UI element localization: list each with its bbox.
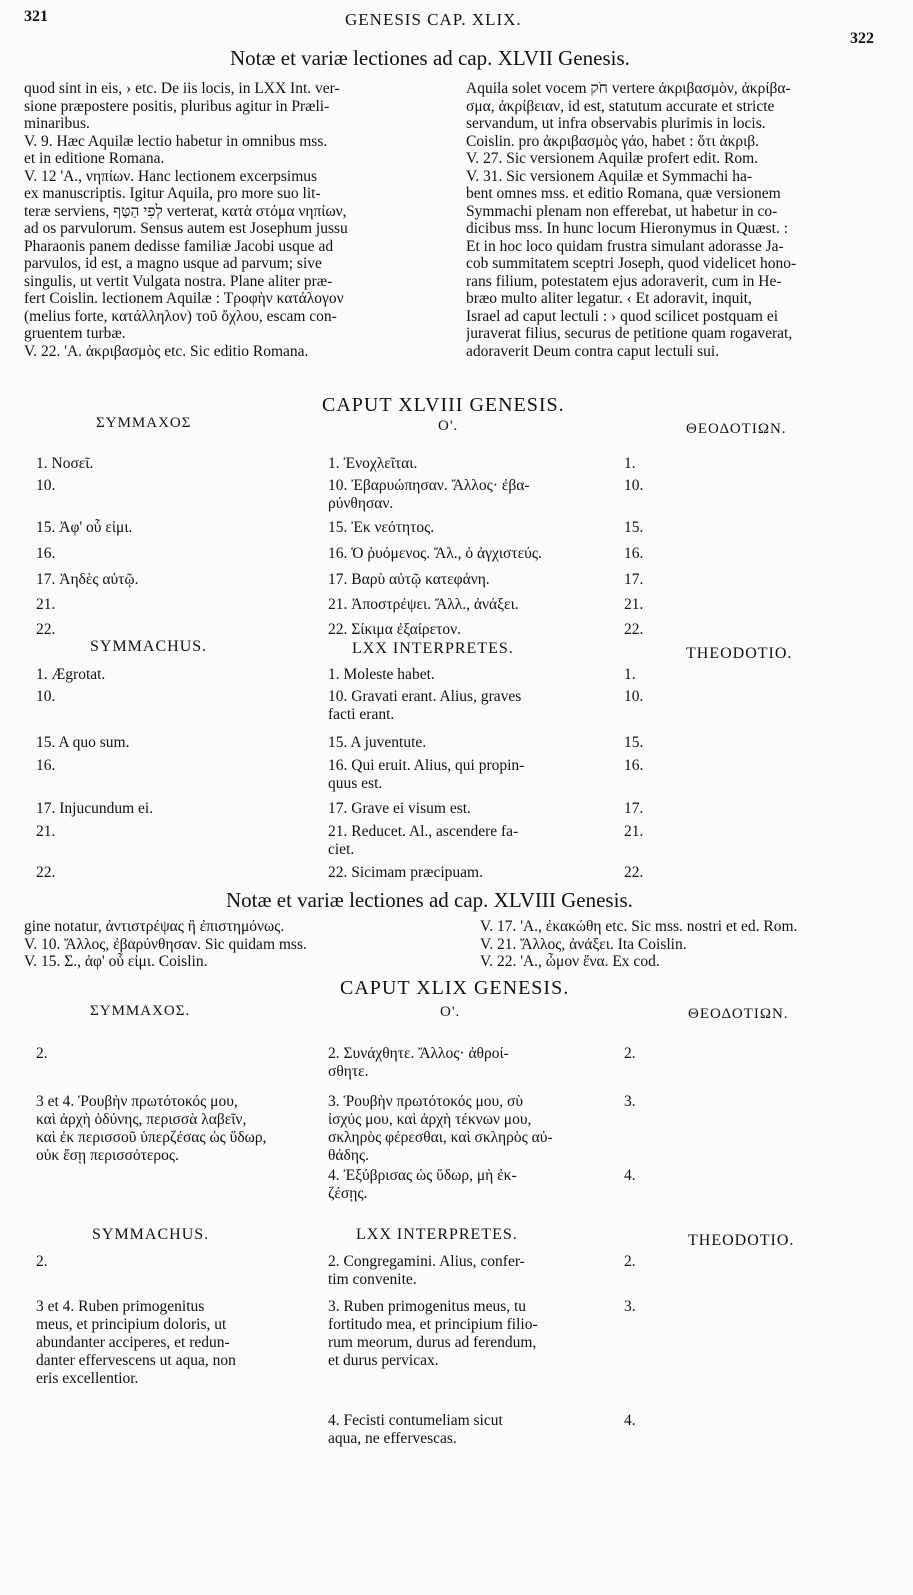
note-line: juraverat filius, securus de petitione quam rogaverat,	[466, 325, 793, 342]
caput-49-lxx-head-latin: LXX INTERPRETES.	[356, 1226, 518, 1243]
note-line: dicibus mss. In hunc locum Hieronymus in Quæst. :	[466, 220, 789, 237]
theodotion-cell: 21.	[624, 823, 644, 840]
note-line: teræ serviens, לְפִי הַטַּף verterat, κατὰ στόμα νηπίων,	[24, 202, 347, 220]
caput-49-symmachus-head-greek: ΣΥΜΜΑΧΟΣ.	[90, 1003, 191, 1019]
symmachus-cell: 3 et 4. Ῥουβὴν πρωτότοκός μου, καὶ ἀρχὴ ὀδύνης, περισσὰ λαβεῖν, καὶ ἐκ περισσοῦ ὑπερζέσας ὡς ὕδωρ, οὐκ ἔσῃ περισσότερος.	[36, 1093, 267, 1164]
symmachus-cell: 22.	[36, 621, 56, 638]
caput-48-lxx-head-greek: Ο'.	[438, 418, 459, 434]
note-line: V. 10. Ἄλλος, ἐβαρύνθησαν. Sic quidam mss.	[24, 935, 307, 953]
caput-48-symmachus-head-latin: SYMMACHUS.	[90, 638, 208, 655]
caput-49-lxx-head-greek: Ο'.	[440, 1004, 461, 1020]
note-line: V. 27. Sic versionem Aquilæ profert edit. Rom.	[466, 150, 759, 167]
lxx-cell: 10. Ἐβαρυώπησαν. Ἄλλος· ἐβα- ρύνθησαν.	[328, 477, 530, 512]
lxx-cell: 16. Ὁ ῥυόμενος. Ἄλ., ὁ ἀγχιστεύς.	[328, 545, 542, 562]
symmachus-cell: 16.	[36, 545, 56, 562]
page-number-left: 321	[24, 8, 48, 25]
theodotion-cell: 2.	[624, 1253, 636, 1270]
note-line: V. 31. Sic versionem Aquilæ et Symmachi ha-	[466, 167, 753, 185]
note-line: V. 9. Hæc Aquilæ lectio habetur in omnibus mss.	[24, 132, 328, 150]
theodotion-cell: 21.	[624, 596, 644, 613]
theodotion-cell: 22.	[624, 621, 644, 638]
theodotion-cell: 10.	[624, 688, 644, 705]
theodotion-cell: 10.	[624, 477, 644, 494]
note-line: et in editione Romana.	[24, 150, 165, 167]
note-line: Et in hoc loco quidam frustra simulant adorasse Ja-	[466, 237, 784, 255]
lxx-cell: 22. Σίκιμα ἐξαίρετον.	[328, 621, 461, 638]
note-line: servandum, ut infra observabis plurimis in locis.	[466, 115, 766, 132]
lxx-cell: 17. Βαρὺ αὐτῷ κατεφάνη.	[328, 571, 490, 588]
running-head: GENESIS CAP. XLIX.	[345, 10, 522, 29]
symmachus-cell: 17. Injucundum ei.	[36, 800, 154, 817]
lxx-cell: 15. A juventute.	[328, 734, 427, 751]
note-line: bræo multo aliter legatur. ‹ Et adoravit, inquit,	[466, 290, 752, 307]
caput-49-title: CAPUT XLIX GENESIS.	[340, 977, 570, 999]
theodotion-cell: 4.	[624, 1167, 636, 1184]
note-line: rans filium, potestatem ejus adoraverit, cum in He-	[466, 272, 782, 290]
caput-49-symmachus-head-latin: SYMMACHUS.	[92, 1226, 210, 1243]
lxx-cell: 17. Grave ei visum est.	[328, 800, 471, 817]
symmachus-cell: 15. Ἀφ' οὗ εἰμι.	[36, 519, 133, 536]
note-line: gruentem turbæ.	[24, 325, 126, 342]
notes-title-ch47: Notæ et variæ lectiones ad cap. XLVII Genesis.	[230, 46, 630, 70]
note-line: Coislin. pro ἀκριβασμὸς γάο, habet : ὅτι ἀκριβ.	[466, 132, 760, 150]
notes-ch48-right-column	[480, 918, 890, 971]
symmachus-cell: 21.	[36, 596, 56, 613]
lxx-cell: 3. Ῥουβὴν πρωτότοκός μου, σὺ ἰσχύς μου, καὶ ἀρχὴ τέκνων μου, σκληρὸς φέρεσθαι, καὶ σκληρὸς αὐ- θάδης.	[328, 1093, 553, 1164]
lxx-cell: 16. Qui eruit. Alius, qui propin- quus est.	[328, 757, 525, 792]
lxx-cell: 2. Congregamini. Alius, confer- tim convenite.	[328, 1253, 525, 1288]
theodotion-cell: 15.	[624, 734, 644, 751]
notes-title-ch48: Notæ et variæ lectiones ad cap. XLVIII Genesis.	[226, 888, 633, 912]
lxx-cell: 22. Sicimam præcipuam.	[328, 864, 483, 881]
note-line: Aquila solet vocem חֹק vertere ἀκριβασμὸν, ἀκρίβα-	[466, 80, 791, 97]
theodotion-cell: 17.	[624, 800, 644, 817]
lxx-cell: 15. Ἐκ νεότητος.	[328, 519, 435, 536]
theodotion-cell: 4.	[624, 1412, 636, 1429]
symmachus-cell: 10.	[36, 688, 56, 705]
caput-48-title: CAPUT XLVIII GENESIS.	[322, 394, 565, 416]
theodotion-cell: 1.	[624, 455, 636, 472]
notes-ch47-right-column	[466, 80, 886, 360]
caput-48-theodotion-head-greek: ΘΕΟΔΟΤΙΩΝ.	[686, 421, 787, 437]
symmachus-cell: 2.	[36, 1045, 48, 1062]
note-line: V. 17. 'A., ἐκακώθη etc. Sic mss. nostri et ed. Rom.	[480, 918, 798, 935]
note-line: gine notatur, ἀντιστρέψας ἢ ἐπιστημόνως.	[24, 918, 285, 935]
note-line: minaribus.	[24, 115, 90, 132]
lxx-cell: 21. Ἀποστρέψει. Ἄλλ., ἀνάξει.	[328, 596, 519, 613]
lxx-cell: 3. Ruben primogenitus meus, tu fortitudo mea, et principium filio- rum meorum, durus ad ferendum, et durus pervicax.	[328, 1298, 538, 1369]
note-line: sione præpostere positis, pluribus agitur in Præli-	[24, 97, 330, 115]
note-line: quod sint in eis, › etc. De iis locis, in LXX Int. ver-	[24, 80, 340, 97]
symmachus-cell: 1. Νοσεῖ.	[36, 455, 94, 472]
lxx-cell: 10. Gravati erant. Alius, graves facti erant.	[328, 688, 522, 723]
page-number-right: 322	[850, 30, 874, 47]
note-line: bent omnes mss. et editio Romana, quæ versionem	[466, 185, 781, 202]
note-line: parvulos, id est, a magno usque ad parvum; sive	[24, 255, 322, 272]
note-line: σμα, ἀκρίβειαν, id est, statutum accurate et stricte	[466, 97, 775, 115]
caput-48-theodotion-head-latin: THEODOTIO.	[686, 645, 793, 662]
symmachus-cell: 22.	[36, 864, 56, 881]
note-line: ad os parvulorum. Sensus autem est Josephum jussu	[24, 220, 348, 237]
note-line: adoraverit Deum contra caput lectuli sui.	[466, 342, 720, 360]
lxx-cell: 2. Συνάχθητε. Ἄλλος· ἀθροί- σθητε.	[328, 1045, 509, 1080]
theodotion-cell: 3.	[624, 1093, 636, 1110]
note-line: V. 15. Σ., ἀφ' οὗ εἰμι. Coislin.	[24, 953, 208, 970]
caput-48-lxx-head-latin: LXX INTERPRETES.	[352, 640, 514, 657]
note-line: V. 22. 'A., ὦμον ἕνα. Ex cod.	[480, 953, 660, 970]
note-line: Symmachi plenam non efferebat, ut habetur in co-	[466, 202, 778, 220]
lxx-cell: 1. Moleste habet.	[328, 666, 435, 683]
theodotion-cell: 16.	[624, 545, 644, 562]
theodotion-cell: 15.	[624, 519, 644, 536]
lxx-cell: 4. Fecisti contumeliam sicut aqua, ne effervescas.	[328, 1412, 503, 1447]
caput-49-theodotion-head-latin: THEODOTIO.	[688, 1232, 795, 1249]
symmachus-cell: 15. A quo sum.	[36, 734, 130, 751]
theodotion-cell: 2.	[624, 1045, 636, 1062]
lxx-cell: 4. Ἐξύβρισας ὡς ὕδωρ, μὴ ἐκ- ζέσῃς.	[328, 1167, 517, 1202]
caput-48-symmachus-head-greek: ΣΥΜΜΑΧΟΣ	[96, 415, 192, 431]
note-line: singulis, ut vertit Vulgata nostra. Plane aliter præ-	[24, 272, 333, 290]
lxx-cell: 21. Reducet. Al., ascendere fa- ciet.	[328, 823, 519, 858]
theodotion-cell: 22.	[624, 864, 644, 881]
symmachus-cell: 17. Ἀηδὲς αὐτῷ.	[36, 571, 139, 588]
theodotion-cell: 17.	[624, 571, 644, 588]
symmachus-cell: 2.	[36, 1253, 48, 1270]
symmachus-cell: 3 et 4. Ruben primogenitus meus, et principium doloris, ut abundanter acciperes, et redun- danter effervescens ut aqua, non eris excellentior.	[36, 1298, 236, 1387]
symmachus-cell: 10.	[36, 477, 56, 494]
note-line: V. 22. 'A. ἀκριβασμὸς etc. Sic editio Romana.	[24, 342, 309, 360]
symmachus-cell: 16.	[36, 757, 56, 774]
note-line: Israel ad caput lectuli : › quod scilicet postquam ei	[466, 307, 779, 325]
notes-ch47-left-column	[24, 80, 440, 360]
lxx-cell: 1. Ἐνοχλεῖται.	[328, 455, 418, 472]
note-line: V. 21. Ἄλλος, ἀνάξει. Ita Coislin.	[480, 935, 687, 953]
note-line: ex manuscriptis. Igitur Aquila, pro more suo lit-	[24, 185, 321, 202]
note-line: cob summitatem sceptri Joseph, quod videlicet hono-	[466, 255, 797, 272]
notes-ch48-left-column	[24, 918, 464, 971]
symmachus-cell: 21.	[36, 823, 56, 840]
symmachus-cell: 1. Ægrotat.	[36, 666, 106, 683]
note-line: Pharaonis panem dedisse familiæ Jacobi usque ad	[24, 237, 334, 255]
theodotion-cell: 16.	[624, 757, 644, 774]
note-line: fert Coislin. lectionem Aquilæ : Τροφὴν κατάλογον	[24, 290, 344, 307]
theodotion-cell: 1.	[624, 666, 636, 683]
note-line: V. 12 'A., νηπίων. Hanc lectionem excerpsimus	[24, 167, 318, 185]
theodotion-cell: 3.	[624, 1298, 636, 1315]
caput-49-theodotion-head-greek: ΘΕΟΔΟΤΙΩΝ.	[688, 1006, 789, 1022]
note-line: (melius forte, κατάλληλον) τοῦ ὄχλου, escam con-	[24, 307, 337, 325]
